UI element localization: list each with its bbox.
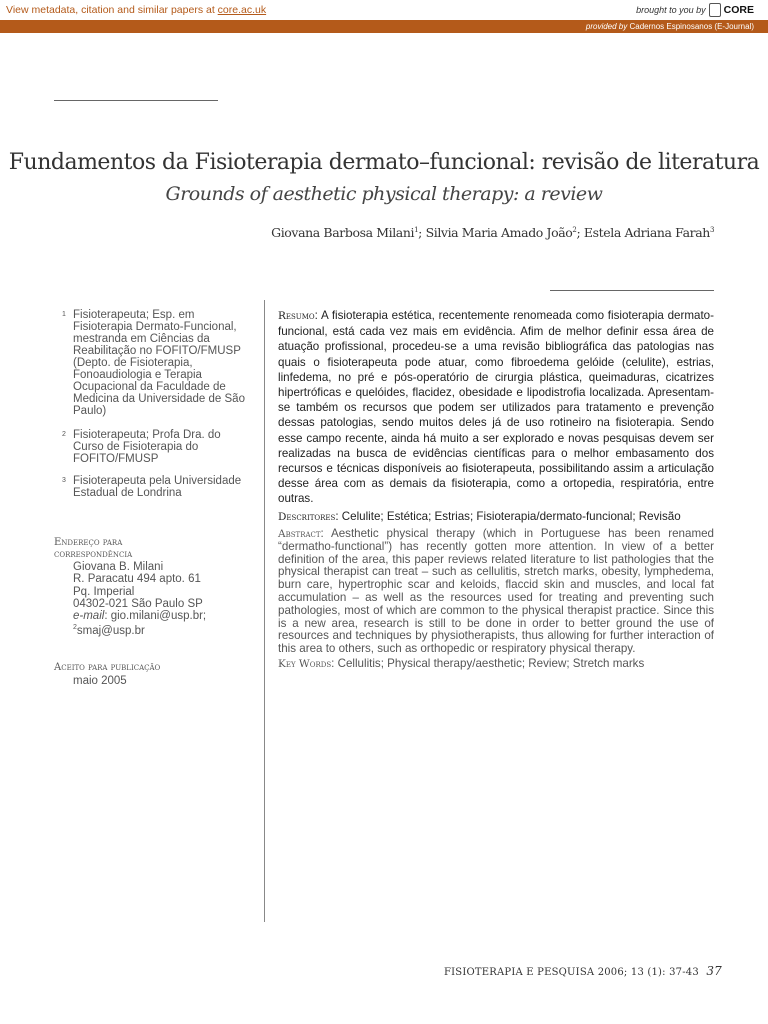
affiliation-note: 1 Fisioterapeuta; Esp. em Fisioterapia Dermato-Funcional, mestranda em Ciências da Reabilitação no FOFITO/FMUSP (Depto. de Fisioterapia, Fonoaudiologia e Terapia Ocupacional da Faculdade de Medicina da Universidade de São Paulo): [62, 309, 245, 417]
divider: [54, 100, 218, 101]
author-name: Giovana Barbosa Milani: [271, 225, 415, 240]
column-divider: [264, 300, 265, 922]
core-logo-icon: [709, 3, 721, 17]
core-label[interactable]: CORE: [723, 4, 754, 16]
brought-by: brought to you by CORE: [636, 4, 754, 16]
resumo-label: Resumo: [278, 310, 315, 322]
affiliation-note: 2 Fisioterapeuta; Profa Dra. do Curso de Fisioterapia do FOFITO/FMUSP: [62, 429, 221, 465]
article-title: Fundamentos da Fisioterapia dermato–funcional: revisão de literatura: [8, 150, 760, 175]
descritores-text: : Celulite; Estética; Estrias; Fisioterapia/dermato-funcional; Revisão: [335, 509, 681, 523]
abstract-label: Abstract: [278, 528, 321, 540]
article-subtitle: Grounds of aesthetic physical therapy: a review: [165, 183, 603, 205]
provided-by-bar: provided by Cadernos Espinosanos (E-Journal): [0, 20, 768, 33]
metadata-notice: View metadata, citation and similar papers at core.ac.uk: [6, 4, 267, 16]
journal-citation: FISIOTERAPIA E PESQUISA 2006; 13 (1): 37-43: [444, 967, 699, 978]
author-name: Silvia Maria Amado João: [425, 225, 573, 240]
abstract-block: [278, 528, 714, 671]
author-name: Estela Adriana Farah: [583, 225, 710, 240]
abstract-text: : Aesthetic physical therapy (which in Portuguese has been renamed “dermatho-functional”) has recently gotten more attention. In view of a better definition of the area, this paper reviews related literature to list pathologies that the physical therapist can treat – such as cellulitis, stretch marks, obesity, lymphedema, burn care, hypertrophic scar and keloids, flaccid skin and muscles, and local fat accumulation – as well as the resources used for treating and preventing such pathologies, most of which are common to the physical therapist practice. Since this is a new area, research is still to be done in order to better ground the use of resources and techniques by physiotherapists, thus allowing for further interaction of this area to others, such as orthopedic or respiratory physical therapy.: [278, 527, 714, 656]
accepted-label: Aceito para publicação: [54, 662, 161, 673]
accepted-date: maio 2005: [73, 675, 127, 687]
core-banner: [0, 0, 768, 20]
provider-name[interactable]: Cadernos Espinosanos (E-Journal): [629, 22, 754, 31]
correspondence-label: Endereço para correspondência: [54, 537, 133, 560]
email-link[interactable]: smaj@usp.br: [76, 625, 145, 638]
correspondence-address: Giovana B. Milani R. Paracatu 494 apto. 61 Pq. Imperial 04302-021 São Paulo SP e-mail: gio.milani@usp.br; $^2$smaj@usp.br: [73, 561, 207, 638]
journal-footer: [444, 964, 722, 978]
keywords-text: : Cellulitis; Physical therapy/aesthetic; Review; Stretch marks: [331, 656, 645, 670]
descritores-label: Descritores: [278, 510, 336, 523]
author-list: Giovana Barbosa Milani$^1$; Silvia Maria Amado João$^2$; Estela Adriana Farah$^3$: [271, 225, 714, 240]
resumo-block: [278, 308, 714, 525]
core-link[interactable]: core.ac.uk: [217, 4, 267, 16]
keywords-label: Key Words: [278, 657, 332, 670]
divider: [550, 290, 714, 291]
affiliation-note: 3 Fisioterapeuta pela Universidade Estadual de Londrina: [62, 475, 242, 499]
page-number: 37: [706, 964, 722, 978]
email-link[interactable]: : gio.milani@usp.br;: [104, 610, 207, 623]
resumo-text: : A fisioterapia estética, recentemente renomeada como fisioterapia dermato-funcional, está cada vez mais em evidência. Afim de melhor definir essa área de atuação profissional, procedeu-se a uma revisão bibliográfica das patologias nas quais o fisioterapeuta pode atuar, como fibroedema gelóide (celulite), estrias, linfedema, no pré e pós-operatório de cirurgia plástica, queimaduras, cicatrizes hipertróficas e quelóides, flacidez, obesidade e lipodistrofia localizada. Apresentam-se também os recursos que podem ser utilizados para tratamento e prevenção dessas patologias, sendo muitos deles já de uso rotineiro na fisioterapia. Sendo esse campo recente, ainda há muito a ser explorado e novas pesquisas devem ser realizadas na busca de evidências científicas para o melhor embasamento dos recursos e técnicas disponíveis ao fisioterapeuta, possibilitando assim a articulação desse área com as demais da fisioterapia, como a ortopedia, respiratória, entre outras.: [278, 309, 714, 506]
